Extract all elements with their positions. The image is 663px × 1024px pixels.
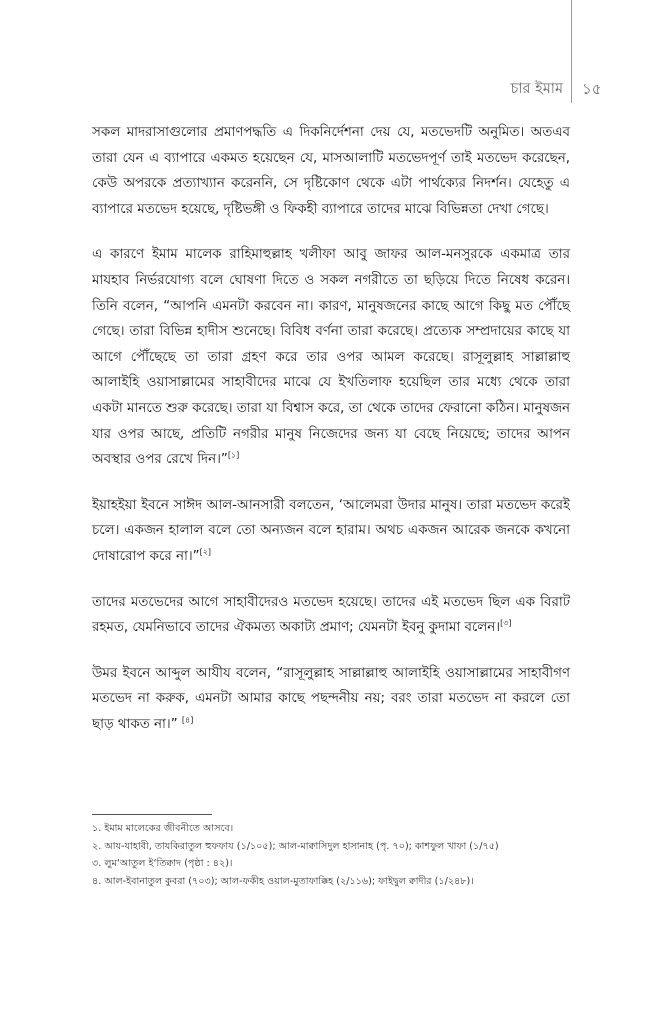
footnote-4: ৪. আল-ইবানাতুল কুবরা (৭০৩); আল-ফকীহ ওয়াল-মুতাফাক্কিহ (২/১১৬); ফাইদ্বুল ক্বাদীর (১/২৪৮)। [92,875,474,887]
footnote-2: ২. আয-যাহাবী, তাযকিরাতুল হুফফায (১/১০৫); আল-মাক্বাসিদুল হাসানাহ (পৃ. ৭০); কাশফুল খাফা (১/৭৫) [92,840,499,852]
footnotes [92,820,570,890]
footnote-ref-1[interactable]: [১] [227,450,240,460]
footnote-3: ৩. লুম‘আতুল ই‘তিক্বাদ (পৃষ্ঠা : ৪২)। [92,858,233,870]
paragraph-text: এ কারণে ইমাম মালেক রাহিমাহুল্লাহ খলীফা আবু জাফর আল-মনসুরকে একমাত্র তার মাযহাব নির্ভরযোগ্য বলে ঘোষণা দিতে ও সকল নগরীতে তা ছড়িয়ে দিতে নিষেধ করেন। তিনি বলেন, “আপনি এমনটা করবেন না। কারণ, মানুষজনের কাছে আগে কিছু মত পৌঁছে গেছে। তারা বিভিন্ন হাদীস শুনেছে। বিবিধ বর্ণনা তারা করেছে। প্রত্যেক সম্প্রদায়ের কাছে যা আগে পৌঁছেছে তা তারা গ্রহণ করে তার ওপর আমল করেছে। রাসূলুল্লাহ সাল্লাল্লাহু আলাইহি ওয়াসাল্লামের সাহাবীদের মাঝে যে ইখতিলাফ হয়েছিল তার মধ্যে থেকে তারা একটা মানতে শুরু করেছে। তারা যা বিশ্বাস করে, তা থেকে তাদের ফেরানো কঠিন। মানুষজন যার ওপর আছে, প্রতিটি নগরীর মানুষ নিজেদের জন্য যা বেছে নিয়েছে; তাদের আপন অবস্থার ওপর রেখে দিন।” [92,247,570,468]
paragraph-4 [92,590,570,641]
footnote-ref-2[interactable]: [২] [199,547,212,557]
paragraph-text: ইয়াহইয়া ইবনে সাঈদ আল-আনসারী বলতেন, ‘আলেমরা উদার মানুষ। তারা মতভেদ করেই চলে। একজন হালাল বলে তো অন্যজন বলে হারাম। অথচ একজন আরেক জনকে কখনো দোষারোপ করে না।” [92,497,570,564]
paragraph-3 [92,493,570,570]
footnote-1: ১. ইমাম মালেকের জীবনীতে আসবে। [92,823,234,834]
paragraph-2 [92,242,570,472]
paragraph-1 [92,120,570,222]
paragraph-text: তাদের মতভেদের আগে সাহাবীদেরও মতভেদ হয়েছে। তাদের এই মতভেদ ছিল এক বিরাট রহমত, যেমনিভাবে তাদের ঐকমত্য অকাট্য প্রমাণ; যেমনটা ইবনু কুদামা বলেন। [92,594,570,636]
footnote-ref-4[interactable]: [৪] [181,715,194,725]
paragraph-text: উমর ইবনে আব্দুল আযীয বলেন, “রাসূলুল্লাহ সাল্লাল্লাহু আলাইহি ওয়াসাল্লামের সাহাবীগণ মতভেদ না করুক, এমনটা আমার কাছে পছন্দনীয় নয়; বরং তারা মতভেদ না করলে তো ছাড় থাকত না।” [92,665,570,732]
main-text [92,120,570,757]
footnote-ref-3[interactable]: [৩] [500,618,512,628]
footnote-divider [92,814,212,815]
header-divider [571,0,572,103]
paragraph-text: সকল মাদরাসাগুলোর প্রমাণপদ্ধতি এ দিকনির্দেশনা দেয় যে, মতভেদটি অনুমিত। অতএব তারা যেন এ ব্যাপারে একমত হয়েছেন যে, মাসআলাটি মতভেদপূর্ণ তাই মতভেদ করেছেন, কেউ অপরকে প্রত্যাখ্যান করেননি, সে দৃষ্টিকোণ থেকে এটা পার্থক্যের নিদর্শন। যেহেতু এ ব্যাপারে মতভেদ হয়েছে, দৃষ্টিভঙ্গী ও ফিকহী ব্যাপারে তাদের মাঝে বিভিন্নতা দেখা গেছে। [92,125,570,217]
page-number: ১৫ [582,80,602,98]
running-title: চার ইমাম [510,81,563,97]
paragraph-5 [92,661,570,738]
